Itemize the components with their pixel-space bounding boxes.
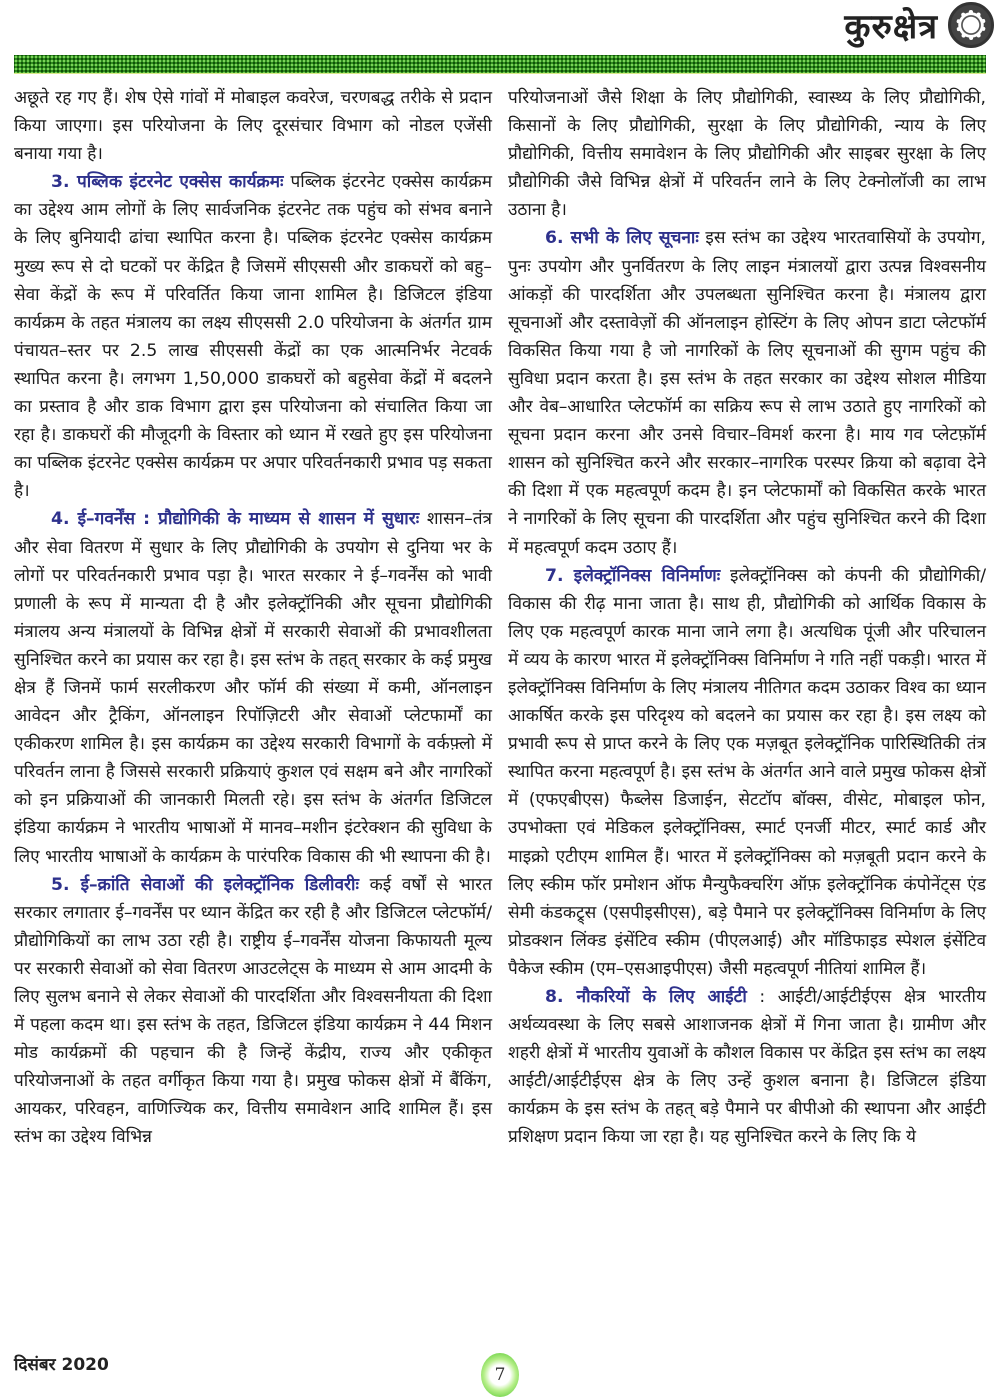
- section-heading: 7. इलेक्ट्रॉनिक्स विनिर्माणः: [545, 565, 721, 586]
- issue-date: दिसंबर 2020: [14, 1355, 109, 1375]
- paragraph: [14, 168, 492, 505]
- paragraph: [14, 871, 492, 1152]
- page-number: 7: [494, 1365, 506, 1385]
- section-heading: 5. ई–क्रांति सेवाओं की इलेक्ट्रॉनिक डिलीवरीः: [51, 874, 359, 895]
- masthead: [0, 0, 1000, 56]
- paragraph-text: इस स्तंभ का उद्देश्य भारतवासियों के उपयोग, पुनः उपयोग और पुनर्वितरण के लिए लाइन मंत्रालयों द्वारा उत्पन्न विश्वसनीय आंकड़ों की पारदर्शिता और उपलब्धता सुनिश्चित करना है। मंत्रालय द्वारा सूचनाओं और दस्तावेज़ों की ऑनलाइन होस्टिंग के लिए ओपन डाटा प्लेटफॉर्म विकसित किया गया है जो नागरिकों के लिए सूचनाओं की सुगम पहुंच की सुविधा प्रदान करता है। इस स्तंभ के तहत सरकार का उद्देश्य सोशल मीडिया और वेब–आधारित प्लेटफॉर्म का सक्रिय रूप से लाभ उठाते हुए नागरिकों को सूचना प्रदान करना और उनसे विचार–विमर्श करना है। माय गव प्लेटफ़ॉर्म शासन को सुनिश्चित करने और सरकार–नागरिक परस्पर क्रिया को बढ़ावा देने की दिशा में एक महत्वपूर्ण कदम है। इन प्लेटफार्मों को विकसित करके भारत ने नागरिकों के लिए सूचना की पारदर्शिता और पहुंच सुनिश्चित करने की दिशा में महत्वपूर्ण कदम उठाए हैं।: [508, 228, 986, 558]
- paragraph: [508, 84, 986, 224]
- right-column: [508, 84, 986, 1334]
- paragraph-text: अछूते रह गए हैं। शेष ऐसे गांवों में मोबाइल कवरेज, चरणबद्ध तरीके से प्रदान किया जाएगा। इस परियोजना के लिए दूरसंचार विभाग को नोडल एजेंसी बनाया गया है।: [14, 88, 492, 165]
- paragraph-text: पब्लिक इंटरनेट एक्सेस कार्यक्रम का उद्देश्य आम लोगों के लिए सार्वजनिक इंटरनेट तक पहुंच को संभव बनाने के लिए बुनियादी ढांचा स्थापित करना है। पब्लिक इंटरनेट एक्सेस कार्यक्रम मुख्य रूप से दो घटकों पर केंद्रित है जिसमें सीएससी और डाकघरों को बहु–सेवा केंद्रों के रूप में परिवर्तित किया जाना शामिल है। डिजिटल इंडिया कार्यक्रम के तहत मंत्रालय का लक्ष्य सीएससी 2.0 परियोजना के अंतर्गत ग्राम पंचायत–स्तर पर 2.5 लाख सीएससी केंद्रों का एक आत्मनिर्भर नेटवर्क स्थापित करना है। लगभग 1,50,000 डाकघरों को बहुसेवा केंद्रों में बदलने का प्रस्ताव है और डाक विभाग द्वारा इस परियोजना को संचालित किया जा रहा है। डाकघरों की मौजूदगी के विस्तार को ध्यान में रखते हुए इस परियोजना का पब्लिक इंटरनेट एक्सेस कार्यक्रम पर अपार परिवर्तनकारी प्रभाव पड़ सकता है।: [14, 172, 492, 502]
- paragraph-text: इलेक्ट्रॉनिक्स को कंपनी की प्रौद्योगिकी/विकास की रीढ़ माना जाता है। साथ ही, प्रौद्योगिकी को आर्थिक विकास के लिए एक महत्वपूर्ण कारक माना जाने लगा है। अत्यधिक पूंजी और परिचालन में व्यय के कारण भारत में इलेक्ट्रॉनिक्स विनिर्माण ने गति नहीं पकड़ी। भारत में इलेक्ट्रॉनिक्स विनिर्माण के लिए मंत्रालय नीतिगत कदम उठाकर विश्व का ध्यान आकर्षित करके इस परिदृश्य को बदलने का प्रयास कर रहा है। इस लक्ष्य को प्रभावी रूप से प्राप्त करने के लिए एक मज़बूत इलेक्ट्रॉनिक पारिस्थितिकी तंत्र स्थापित करना महत्वपूर्ण है। इस स्तंभ के अंतर्गत आने वाले प्रमुख फोकस क्षेत्रों में (एफएबीएस) फैब्लेस डिजाईन, सेटटॉप बॉक्स, वीसेट, मोबाइल फोन, उपभोक्ता एवं मेडिकल इलेक्ट्रॉनिक्स, स्मार्ट एनर्जी मीटर, स्मार्ट कार्ड और माइक्रो एटीएम शामिल हैं। भारत में इलेक्ट्रॉनिक्स को मज़बूती प्रदान करने के लिए स्कीम फॉर प्रमोशन ऑफ मैन्युफैक्चरिंग ऑफ़ इलेक्ट्रॉनिक कंपोनेंट्स एंड सेमी कंडकट्र्स (एसपीइसीएस), बड़े पैमाने पर इलेक्ट्रॉनिक्स विनिर्माण के लिए प्रोडक्शन लिंक्ड इंसेंटिव स्कीम (पीएलआई) और मॉडिफाइड स्पेशल इंसेंटिव पैकेज स्कीम (एम–एसआइपीएस) जैसी महत्वपूर्ण नीतियां शामिल हैं।: [508, 565, 986, 979]
- paragraph: [14, 505, 492, 870]
- page-number-badge: [481, 1353, 519, 1397]
- magazine-logo: कुरुक्षेत्र: [844, 7, 938, 47]
- section-heading: 6. सभी के लिए सूचनाः: [545, 228, 699, 249]
- paragraph: [14, 84, 492, 168]
- section-heading: 4. ई–गवर्नेंस : प्रौद्योगिकी के माध्यम से शासन में सुधारः: [51, 509, 420, 530]
- header-green-band: [14, 55, 986, 73]
- paragraph: [508, 983, 986, 1152]
- left-column: [14, 84, 492, 1334]
- paragraph: [508, 224, 986, 561]
- paragraph-text: : आईटी/आईटीईएस क्षेत्र भारतीय अर्थव्यवस्था के लिए सबसे आशाजनक क्षेत्रों में गिना जाता है। ग्रामीण और शहरी क्षेत्रों में भारतीय युवाओं के कौशल विकास पर केंद्रित इस स्तंभ का लक्ष्य आईटी/आईटीईएस क्षेत्र के लिए उन्हें कुशल बनाना है। डिजिटल इंडिया कार्यक्रम के इस स्तंभ के तहत् बड़े पैमाने पर बीपीओ की स्थापना और आईटी प्रशिक्षण प्रदान किया जा रहा है। यह सुनिश्चित करने के लिए कि ये: [508, 987, 986, 1148]
- paragraph-text: परियोजनाओं जैसे शिक्षा के लिए प्रौद्योगिकी, स्वास्थ्य के लिए प्रौद्योगिकी, किसानों के लिए प्रौद्योगिकी, सुरक्षा के लिए प्रौद्योगिकी, न्याय के लिए प्रौद्योगिकी, वित्तीय समावेशन के लिए प्रौद्योगिकी और साइबर सुरक्षा के लिए प्रौद्योगिकी जैसे विभिन्न क्षेत्रों में परिवर्तन लाने के लिए टेक्नोलॉजी का लाभ उठाना है।: [508, 88, 986, 221]
- circular-emblem-icon: [948, 2, 994, 48]
- paragraph-text: कई वर्षों से भारत सरकार लगातार ई–गवर्नेंस पर ध्यान केंद्रित कर रही है और डिजिटल प्लेटफॉर्म/प्रौद्योगिकियों का लाभ उठा रही है। राष्ट्रीय ई–गवर्नेंस योजना किफायती मूल्य पर सरकारी सेवाओं को सेवा वितरण आउटलेट्स के माध्यम से आम आदमी के लिए सुलभ बनाने से लेकर सेवाओं की पारदर्शिता और विश्वसनीयता की दिशा में पहला कदम था। इस स्तंभ के तहत, डिजिटल इंडिया कार्यक्रम ने 44 मिशन मोड कार्यक्रमों की पहचान की है जिन्हें केंद्रीय, राज्य और एकीकृत परियोजनाओं के तहत वर्गीकृत किया गया है। प्रमुख फोकस क्षेत्रों में बैंकिंग, आयकर, परिवहन, वाणिज्यिक कर, वित्तीय समावेशन आदि शामिल हैं। इस स्तंभ का उद्देश्य विभिन्न: [14, 874, 492, 1148]
- article-body: [14, 84, 986, 1334]
- section-heading: 3. पब्लिक इंटरनेट एक्सेस कार्यक्रमः: [51, 172, 284, 193]
- paragraph: [508, 562, 986, 983]
- paragraph-text: शासन–तंत्र और सेवा वितरण में सुधार के लिए प्रौद्योगिकी के उपयोग से दुनिया भर के लोगों पर परिवर्तनकारी प्रभाव पड़ा है। भारत सरकार ने ई–गवर्नेंस को भावी प्रणाली के रूप में मान्यता दी है और इलेक्ट्रॉनिकी और सूचना प्रौद्योगिकी मंत्रालय अन्य मंत्रालयों के विभिन्न क्षेत्रों में सरकारी सेवाओं की प्रभावशीलता सुनिश्चित करने का प्रयास कर रहा है। इस स्तंभ के तहत् सरकार के कई प्रमुख क्षेत्र हैं जिनमें फार्म सरलीकरण और फॉर्म की संख्या में कमी, ऑनलाइन आवेदन और ट्रैकिंग, ऑनलाइन रिपॉज़िटरी और सेवाओं प्लेटफार्मों का एकीकरण शामिल है। इस कार्यक्रम का उद्देश्य सरकारी विभागों के वर्कफ़्लो में परिवर्तन लाना है जिससे सरकारी प्रक्रियाएं कुशल एवं सक्षम बने और नागरिकों को इन प्रक्रियाओं की जानकारी मिलती रहे। इस स्तंभ के अंतर्गत डिजिटल इंडिया कार्यक्रम ने भारतीय भाषाओं में मानव–मशीन इंटरेक्शन की सुविधा के लिए भारतीय भाषाओं के कार्यक्रम के पारंपरिक विकास की भी स्थापना की है।: [14, 509, 493, 867]
- section-heading: 8. नौकरियों के लिए आईटी: [545, 987, 747, 1007]
